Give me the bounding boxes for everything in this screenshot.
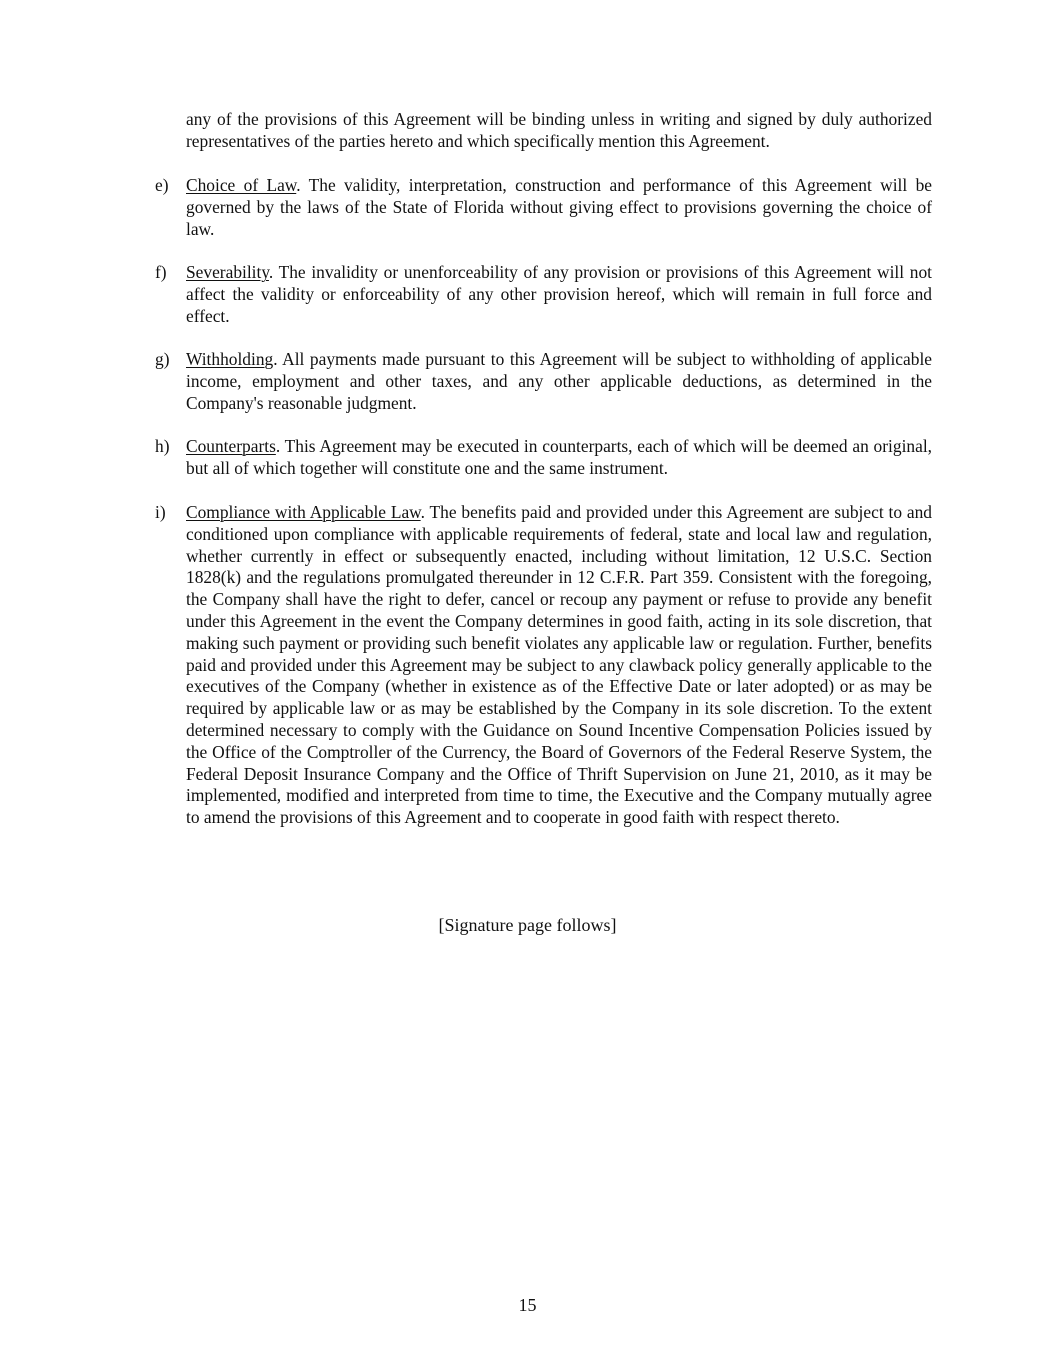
section-marker: i) (155, 502, 166, 522)
section-g-withholding (155, 349, 932, 414)
section-e-choice-of-law (155, 175, 932, 240)
continuation-paragraph: any of the provisions of this Agreement will be binding unless in writing and signed by duly authorized representatives of the parties hereto and which specifically mention this Agreement. (186, 109, 932, 151)
section-heading: Choice of Law (186, 175, 297, 195)
section-body (186, 436, 932, 480)
section-heading: Compliance with Applicable Law (186, 502, 421, 522)
section-heading: Withholding (186, 349, 274, 369)
section-marker: g) (155, 349, 170, 369)
section-text: . The invalidity or unenforceability of any provision or provisions of this Agreement will not affect the validity or enforceability of any other provision hereof, which will remain in full force and effect. (186, 262, 932, 326)
signature-page-note: [Signature page follows] (438, 915, 617, 935)
page-number: 15 (518, 1295, 537, 1315)
section-heading: Counterparts (186, 436, 276, 456)
section-i-compliance-with-applicable-law (155, 502, 932, 829)
section-body (186, 262, 932, 327)
section-text: . This Agreement may be executed in counterparts, each of which will be deemed an original, but all of which together will constitute one and the same instrument. (186, 436, 932, 478)
section-marker: h) (155, 436, 170, 456)
section-text: . The validity, interpretation, construction and performance of this Agreement will be governed by the laws of the State of Florida without giving effect to provisions governing the choice of law. (186, 175, 932, 239)
section-text: . All payments made pursuant to this Agreement will be subject to withholding of applicable income, employment and other taxes, and any other applicable deductions, as determined in the Company's reasonable judgment. (186, 349, 932, 413)
section-marker: e) (155, 175, 169, 195)
section-f-severability (155, 262, 932, 327)
section-marker: f) (155, 262, 167, 282)
section-body (186, 349, 932, 414)
section-h-counterparts (155, 436, 932, 480)
section-body (186, 175, 932, 240)
section-text: . The benefits paid and provided under this Agreement are subject to and conditioned upon compliance with applicable requirements of federal, state and local law and regulation, whether currently in effect or subsequently enacted, including without limitation, 12 U.S.C. Section 1828(k) and the regulations promulgated thereunder in 12 C.F.R. Part 359. Consistent with the foregoing, the Company shall have the right to defer, cancel or recoup any payment or refuse to provide any benefit under this Agreement in the event the Company determines in good faith, acting in its sole discretion, that making such payment or providing such benefit violates any applicable law or regulation. Further, benefits paid and provided under this Agreement may be subject to any clawback policy generally applicable to the executives of the Company (whether in existence as of the Effective Date or later adopted) or as may be required by applicable law or as may be established by the Company in its sole discretion. To the extent determined necessary to comply with the Guidance on Sound Incentive Compensation Policies issued by the Office of the Comptroller of the Currency, the Board of Governors of the Federal Reserve System, the Federal Deposit Insurance Company and the Office of Thrift Supervision on June 21, 2010, as it may be implemented, modified and interpreted from time to time, the Executive and the Company mutually agree to amend the provisions of this Agreement and to cooperate in good faith with respect thereto. (186, 502, 932, 828)
section-body (186, 502, 932, 829)
section-heading: Severability (186, 262, 269, 282)
